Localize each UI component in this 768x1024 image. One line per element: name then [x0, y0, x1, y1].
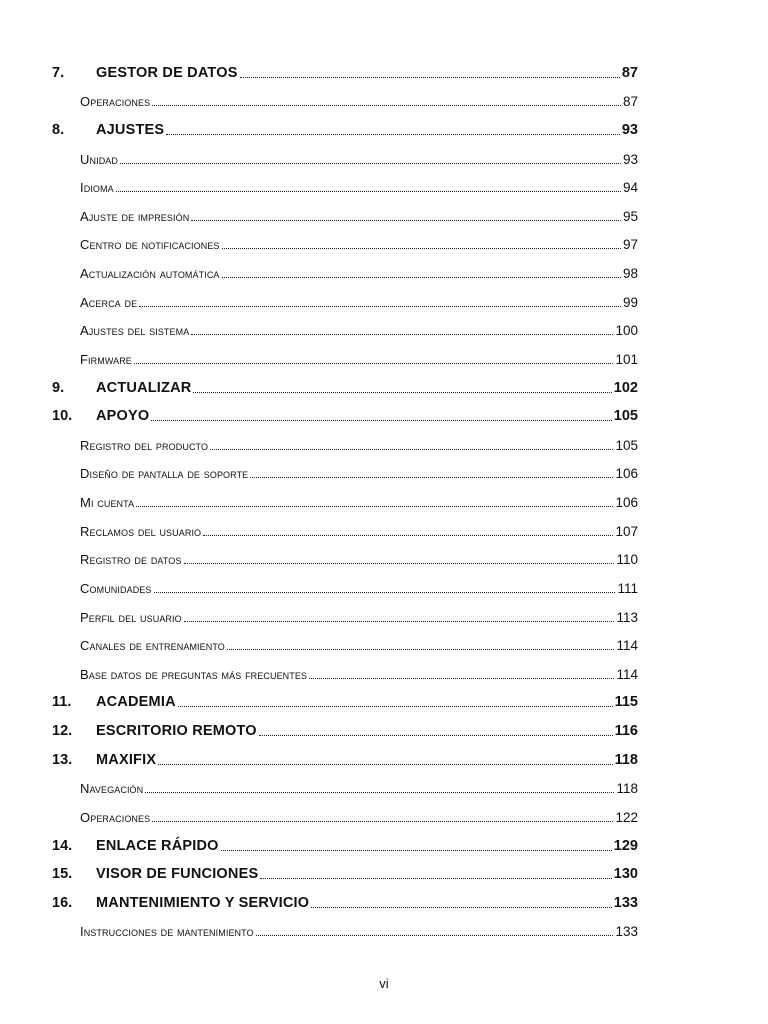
dot-leader: [221, 850, 612, 851]
toc-page-number: 95: [622, 208, 638, 224]
toc-page-number: 107: [615, 523, 638, 539]
toc-chapter-title: MAXIFIX: [96, 751, 157, 768]
dot-leader: [145, 792, 614, 793]
toc-section-title: Unidad: [80, 151, 119, 167]
toc-page-number: 94: [622, 180, 638, 196]
dot-leader: [184, 563, 615, 564]
dot-leader: [178, 706, 613, 707]
toc-section-entry[interactable]: [0, 802, 768, 831]
toc-page-number: 99: [622, 294, 638, 310]
dot-leader: [311, 907, 612, 908]
toc-page-number: 102: [613, 379, 638, 396]
dot-leader: [154, 592, 616, 593]
toc-section-entry[interactable]: [0, 602, 768, 631]
dot-leader: [184, 621, 615, 622]
dot-leader: [152, 105, 621, 106]
dot-leader: [166, 134, 620, 135]
toc-chapter-title: MANTENIMIENTO Y SERVICIO: [96, 894, 310, 911]
toc-section-entry[interactable]: [0, 459, 768, 488]
toc-page-number: 101: [615, 351, 638, 367]
toc-section-title: Instrucciones de mantenimiento: [80, 924, 254, 940]
dot-leader: [309, 678, 614, 679]
toc-section-title: Canales de entrenamiento: [80, 638, 225, 654]
dot-leader: [191, 334, 613, 335]
toc-page-number: 122: [615, 809, 638, 825]
toc-chapter-number: 14.: [52, 837, 73, 854]
toc-section-entry[interactable]: [0, 430, 768, 459]
toc-page-number: 87: [622, 94, 638, 110]
toc-section-title: Centro de notificaciones: [80, 237, 220, 253]
toc-chapter-number: 9.: [52, 379, 65, 396]
dot-leader: [158, 764, 612, 765]
toc-chapter-entry[interactable]: [0, 402, 768, 431]
toc-chapter-title: APOYO: [96, 408, 150, 425]
toc-chapter-title: GESTOR DE DATOS: [96, 64, 238, 81]
toc-chapter-title: VISOR DE FUNCIONES: [96, 866, 259, 883]
dot-leader: [222, 277, 621, 278]
dot-leader: [134, 363, 614, 364]
toc-section-title: Base datos de preguntas más frecuentes: [80, 666, 308, 682]
dot-leader: [120, 163, 621, 164]
toc-page-number: 133: [615, 924, 638, 940]
dot-leader: [250, 477, 613, 478]
toc-page-number: 118: [616, 781, 638, 797]
toc-section-entry[interactable]: [0, 316, 768, 345]
toc-section-title: Operaciones: [80, 809, 151, 825]
toc-chapter-title: ACADEMIA: [96, 694, 176, 711]
toc-section-title: Diseño de pantalla de soporte: [80, 466, 249, 482]
toc-section-entry[interactable]: [0, 173, 768, 202]
toc-section-title: Perfil del usuario: [80, 609, 182, 625]
dot-leader: [222, 248, 621, 249]
toc-page-number: 106: [615, 466, 638, 482]
toc-section-entry[interactable]: [0, 774, 768, 803]
toc-page-number: 93: [622, 151, 638, 167]
dot-leader: [116, 191, 621, 192]
dot-leader: [139, 306, 621, 307]
toc-page-number: 93: [621, 121, 638, 138]
toc-chapter-entry[interactable]: [0, 58, 768, 87]
toc-section-entry[interactable]: [0, 287, 768, 316]
toc-chapter-entry[interactable]: [0, 688, 768, 717]
toc-section-title: Registro del producto: [80, 437, 209, 453]
dot-leader: [256, 935, 614, 936]
toc-page-number: 116: [614, 723, 638, 739]
toc-chapter-number: 7.: [52, 64, 65, 81]
toc-section-title: Navegación: [80, 781, 144, 797]
toc-chapter-entry[interactable]: [0, 745, 768, 774]
dot-leader: [210, 449, 613, 450]
dot-leader: [260, 878, 611, 879]
toc-section-title: Registro de datos: [80, 552, 182, 568]
dot-leader: [151, 420, 611, 421]
toc-section-title: Mi cuenta: [80, 495, 135, 510]
dot-leader: [136, 506, 613, 507]
toc-section-entry[interactable]: [0, 201, 768, 230]
toc-section-title: Operaciones: [80, 94, 151, 110]
toc-chapter-title: ACTUALIZAR: [96, 379, 192, 396]
toc-section-entry[interactable]: [0, 545, 768, 574]
toc-chapter-entry[interactable]: [0, 831, 768, 860]
toc-section-title: Firmware: [80, 351, 132, 367]
toc-chapter-number: 13.: [52, 751, 73, 768]
toc-section-title: Comunidades: [80, 580, 152, 596]
toc-page-number: 129: [613, 837, 638, 854]
toc-section-entry[interactable]: [0, 144, 768, 173]
toc-chapter-title: ESCRITORIO REMOTO: [96, 723, 257, 739]
toc-chapter-number: 10.: [52, 408, 73, 425]
toc-chapter-number: 8.: [52, 121, 65, 138]
toc-chapter-entry[interactable]: [0, 115, 768, 144]
toc-section-title: Actualización automática: [80, 266, 220, 281]
toc-chapter-number: 16.: [52, 894, 73, 911]
toc-page-number: 105: [615, 437, 638, 453]
toc-page-number: 118: [614, 751, 638, 768]
dot-leader: [152, 821, 613, 822]
toc-page-number: 97: [622, 237, 638, 253]
dot-leader: [227, 649, 615, 650]
toc-chapter-entry[interactable]: [0, 716, 768, 745]
toc-section-title: Ajuste de impresión: [80, 208, 190, 224]
toc-section-entry[interactable]: [0, 230, 768, 259]
toc-page-number: 105: [613, 408, 638, 425]
toc-page-number: 110: [616, 552, 638, 568]
toc-section-entry[interactable]: [0, 659, 768, 688]
dot-leader: [191, 220, 621, 221]
toc-section-entry[interactable]: [0, 344, 768, 373]
toc-chapter-number: 15.: [52, 866, 73, 883]
toc-page-number: 133: [613, 894, 638, 911]
toc-page-number: 113: [616, 609, 638, 625]
dot-leader: [193, 392, 611, 393]
toc-page-number: 87: [621, 64, 638, 81]
toc-section-entry[interactable]: [0, 487, 768, 516]
page-number-footer: vi: [379, 976, 389, 991]
toc-section-title: Idioma: [80, 180, 114, 196]
toc-page-number: 100: [615, 323, 638, 339]
dot-leader: [259, 735, 613, 736]
toc-chapter-number: 11.: [52, 694, 72, 711]
toc-section-title: Ajustes del sistema: [80, 323, 190, 339]
toc-page-number: 98: [622, 266, 638, 281]
toc-page-number: 111: [617, 580, 638, 596]
toc-section-title: Reclamos del usuario: [80, 523, 202, 539]
toc-page-number: 106: [615, 495, 638, 510]
toc-page-number: 114: [616, 666, 638, 682]
toc-section-entry[interactable]: [0, 87, 768, 116]
toc-section-entry[interactable]: [0, 573, 768, 602]
dot-leader: [203, 535, 613, 536]
toc-chapter-entry[interactable]: [0, 888, 768, 917]
toc-chapter-title: AJUSTES: [96, 121, 165, 138]
toc-section-entry[interactable]: [0, 631, 768, 660]
toc-chapter-entry[interactable]: [0, 860, 768, 889]
toc-page-number: 115: [614, 694, 638, 711]
table-of-contents: [0, 58, 768, 945]
toc-section-entry[interactable]: [0, 258, 768, 287]
toc-page-number: 130: [613, 866, 638, 883]
dot-leader: [240, 77, 620, 78]
toc-section-title: Acerca de: [80, 294, 138, 310]
toc-chapter-entry[interactable]: [0, 373, 768, 402]
toc-section-entry[interactable]: [0, 917, 768, 946]
toc-section-entry[interactable]: [0, 516, 768, 545]
toc-page-number: 114: [616, 638, 638, 654]
toc-chapter-number: 12.: [52, 723, 73, 739]
toc-chapter-title: ENLACE RÁPIDO: [96, 837, 219, 854]
